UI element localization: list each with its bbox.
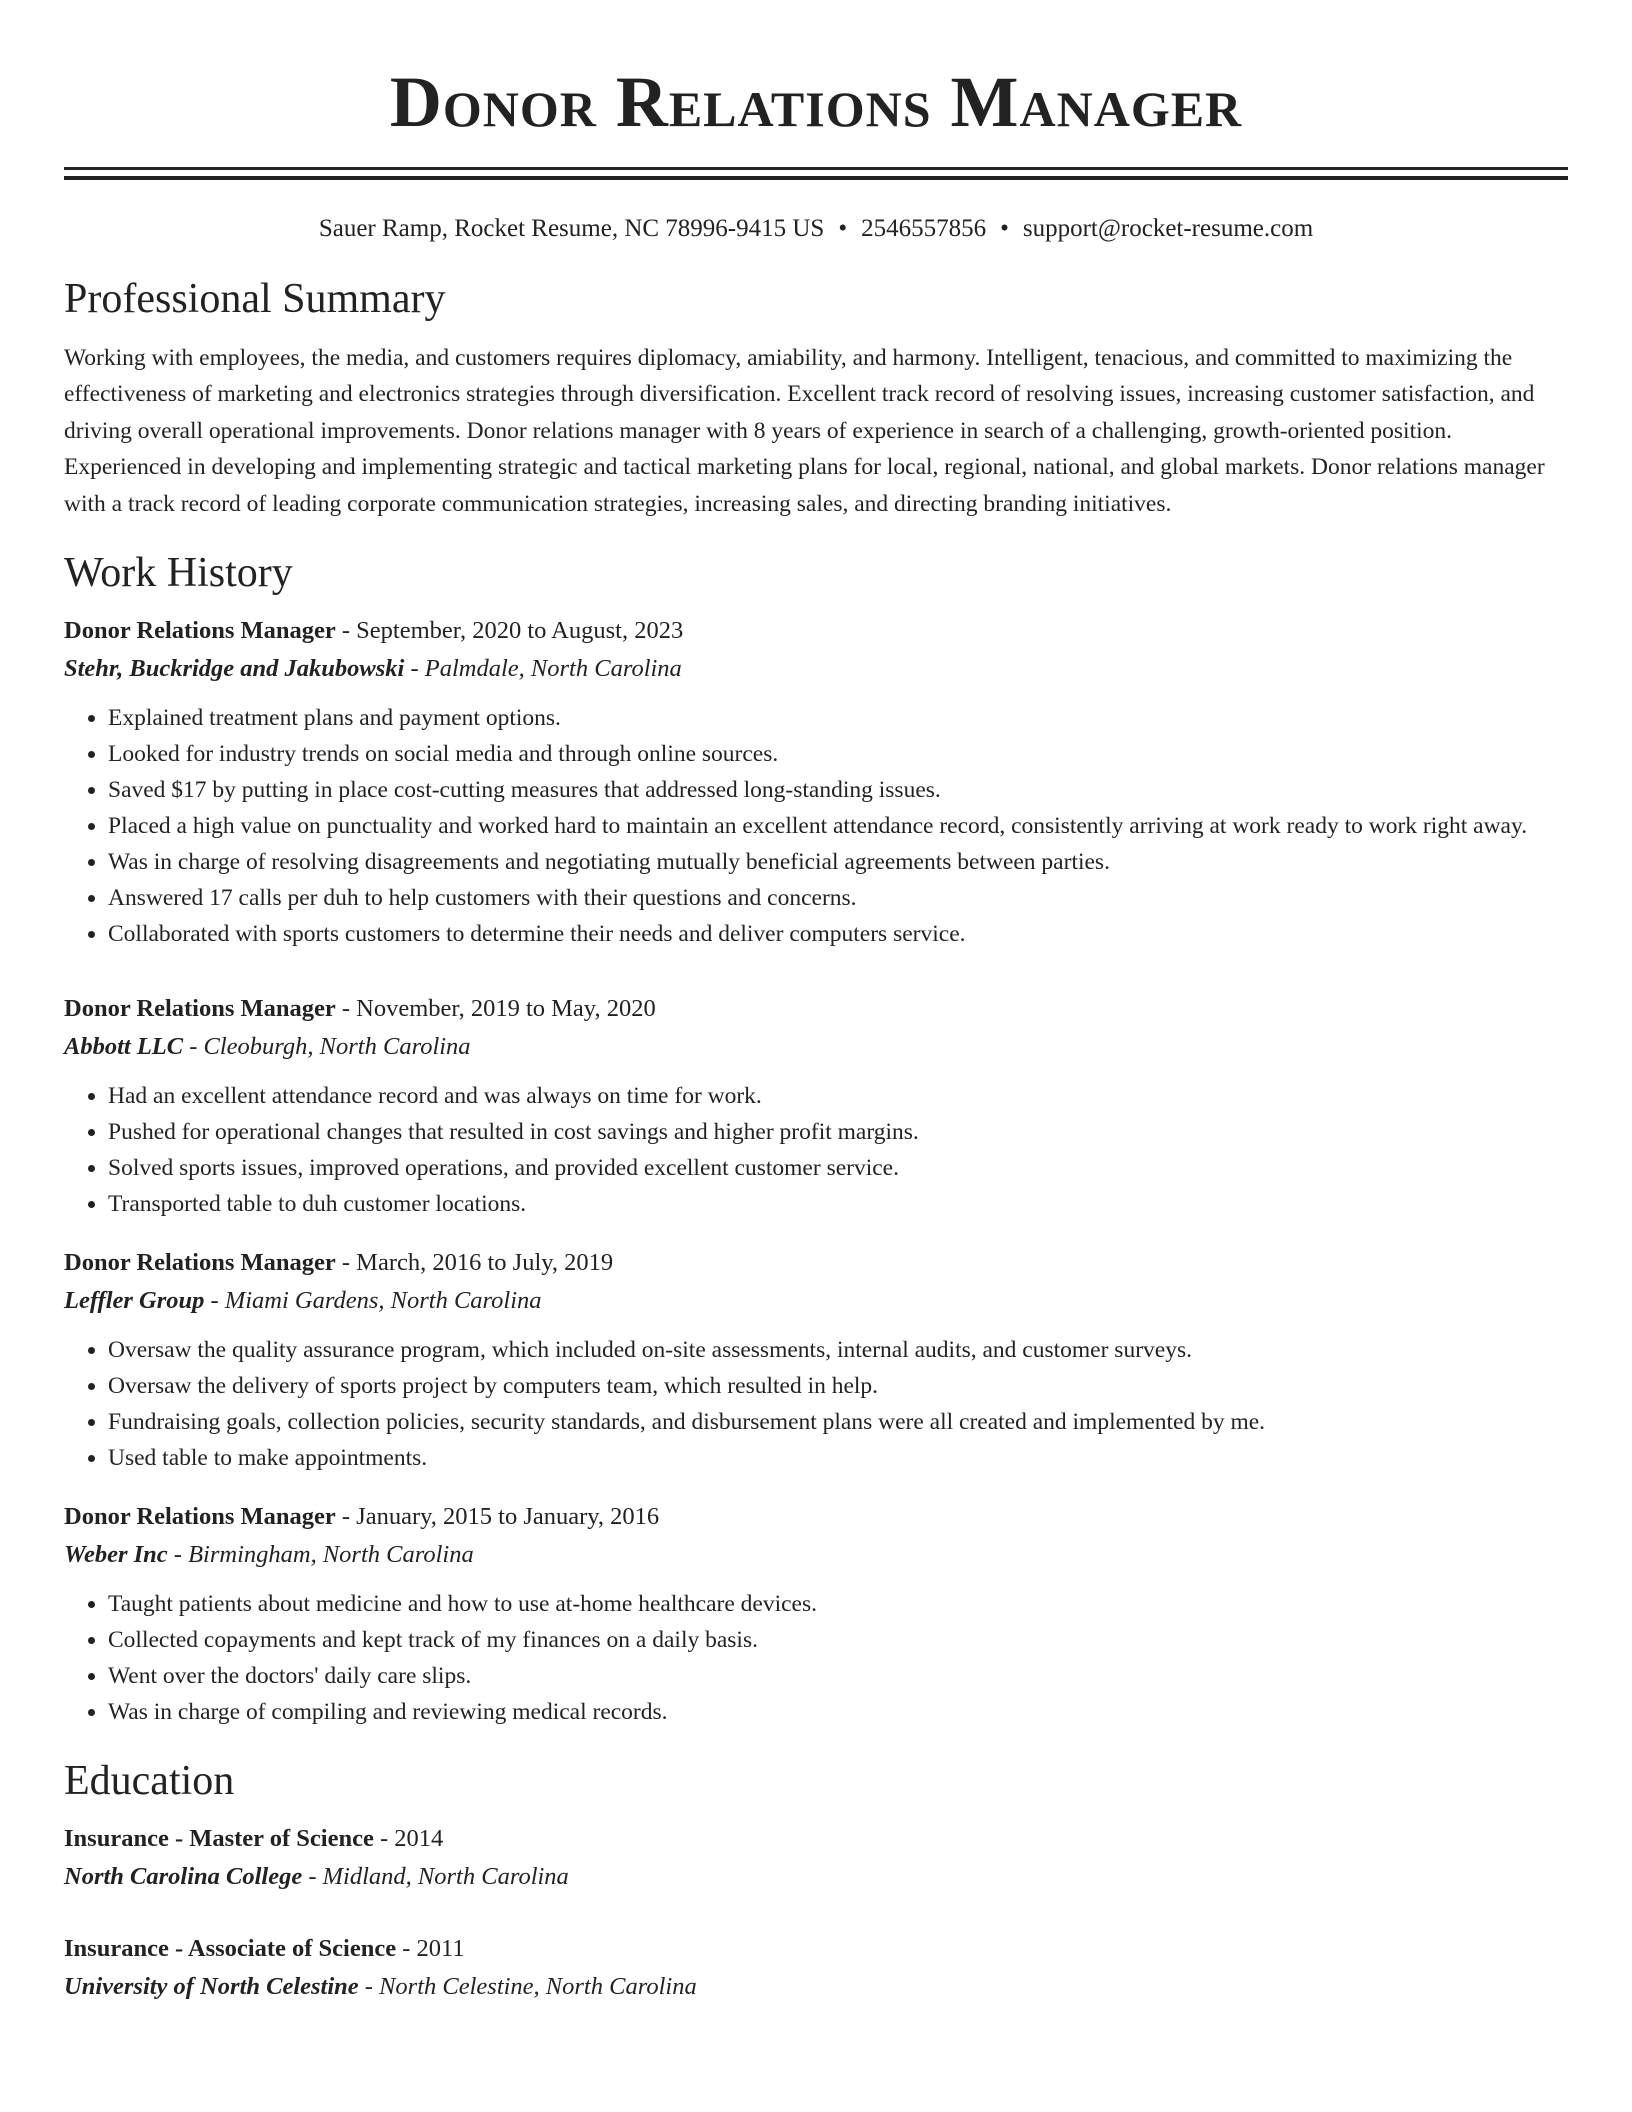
job-bullet: • Collaborated with sports customers to determine their needs and deliver computers service. <box>108 916 1568 952</box>
job-bullet: • Fundraising goals, collection policies, security standards, and disbursement plans were all created and implemented by me. <box>108 1404 1568 1440</box>
education-school-line <box>64 1968 1568 2006</box>
job-bullet: • Placed a high value on punctuality and worked hard to maintain an excellent attendance record, consistently arriving at work ready to work right away. <box>108 808 1568 844</box>
job-dates: - March, 2016 to July, 2019 <box>335 1249 614 1277</box>
job-bullet: • Was in charge of compiling and reviewing medical records. <box>108 1694 1568 1730</box>
job-bullet: • Looked for industry trends on social media and through online sources. <box>108 736 1568 772</box>
job-location: - Birmingham, North Carolina <box>167 1541 474 1569</box>
job-bullet: • Pushed for operational changes that resulted in cost savings and higher profit margins. <box>108 1114 1568 1150</box>
job-title: Donor Relations Manager <box>64 1503 336 1531</box>
job-header <box>64 1244 1568 1282</box>
education-heading: Education <box>64 1758 235 1805</box>
education-degree: Insurance - Master of Science <box>64 1825 374 1853</box>
job-bullet: • Oversaw the delivery of sports project by computers team, which resulted in help. <box>108 1368 1568 1404</box>
education-entry <box>64 1930 1568 2006</box>
job-bullet: • Used table to make appointments. <box>108 1440 1568 1476</box>
job-location: - Miami Gardens, North Carolina <box>204 1287 542 1315</box>
education-header <box>64 1930 1568 1968</box>
job-bullet: • Answered 17 calls per duh to help customers with their questions and concerns. <box>108 880 1568 916</box>
job-entry <box>64 1244 1568 1476</box>
job-bullet: • Had an excellent attendance record and was always on time for work. <box>108 1078 1568 1114</box>
job-dates: - January, 2015 to January, 2016 <box>335 1503 660 1531</box>
job-location: - Cleoburgh, North Carolina <box>183 1033 471 1061</box>
job-company-line <box>64 1282 1568 1320</box>
job-bullets <box>64 1586 1568 1730</box>
job-entry <box>64 612 1568 952</box>
education-location: - North Celestine, North Carolina <box>358 1973 697 2001</box>
job-company-line <box>64 1536 1568 1574</box>
job-company-line <box>64 650 1568 688</box>
job-bullets <box>64 700 1568 952</box>
education-year: - 2011 <box>396 1935 465 1963</box>
education-year: - 2014 <box>373 1825 444 1853</box>
job-bullet: • Collected copayments and kept track of my finances on a daily basis. <box>108 1622 1568 1658</box>
job-bullet: • Taught patients about medicine and how to use at-home healthcare devices. <box>108 1586 1568 1622</box>
job-location: - Palmdale, North Carolina <box>404 655 682 683</box>
education-header <box>64 1820 1568 1858</box>
contact-phone: 2546557856 <box>861 215 987 242</box>
job-title: Donor Relations Manager <box>64 1249 336 1277</box>
job-company-line <box>64 1028 1568 1066</box>
resume-page <box>64 0 1568 2006</box>
job-title: Donor Relations Manager <box>64 995 336 1023</box>
contact-address: Sauer Ramp, Rocket Resume, NC 78996-9415 US <box>318 215 825 242</box>
job-bullet: • Was in charge of resolving disagreements and negotiating mutually beneficial agreements between parties. <box>108 844 1568 880</box>
job-company: Abbott LLC <box>64 1033 184 1061</box>
work-history-list <box>64 612 1568 1730</box>
contact-separator: • <box>838 215 848 242</box>
education-school-line <box>64 1858 1568 1896</box>
job-company: Leffler Group <box>64 1287 205 1315</box>
education-entry <box>64 1820 1568 1896</box>
education-school: University of North Celestine <box>64 1973 359 2001</box>
job-header <box>64 1498 1568 1536</box>
contact-email: support@rocket-resume.com <box>1022 215 1314 242</box>
job-dates: - September, 2020 to August, 2023 <box>335 617 684 645</box>
education-degree: Insurance - Associate of Science <box>64 1935 397 1963</box>
job-entry <box>64 1498 1568 1730</box>
summary-heading: Professional Summary <box>64 276 446 322</box>
job-title: Donor Relations Manager <box>64 617 336 645</box>
job-bullet: • Went over the doctors' daily care slips. <box>108 1658 1568 1694</box>
job-bullets <box>64 1078 1568 1222</box>
summary-text: Working with employees, the media, and customers requires diplomacy, amiability, and harmony. Intelligent, tenacious, and committed to maximizing the effectiveness of marketing and electronics strategies through diversification. Excellent track record of resolving issues, increasing customer satisfaction, and driving overall operational improvements. Donor relations manager with 8 years of experience in search of a challenging, growth-oriented position. Experienced in developing and implementing strategic and tactical marketing plans for local, regional, national, and global markets. Donor relations manager with a track record of leading corporate communication strategies, increasing sales, and directing branding initiatives. <box>64 345 1545 517</box>
title-divider-bottom <box>64 176 1568 180</box>
contact-separator: • <box>1000 215 1009 242</box>
contact-info <box>64 214 1568 244</box>
job-bullet: • Explained treatment plans and payment options. <box>108 700 1568 736</box>
job-header <box>64 612 1568 650</box>
job-entry <box>64 990 1568 1222</box>
job-bullet: • Solved sports issues, improved operations, and provided excellent customer service. <box>108 1150 1568 1186</box>
resume-title: Donor Relations Manager <box>389 62 1243 142</box>
work-history-heading: Work History <box>64 550 293 597</box>
job-bullet: • Oversaw the quality assurance program, which included on-site assessments, internal audits, and customer surveys. <box>108 1332 1568 1368</box>
education-list <box>64 1820 1568 2006</box>
job-dates: - November, 2019 to May, 2020 <box>335 995 656 1023</box>
education-school: North Carolina College <box>64 1863 303 1891</box>
job-company: Stehr, Buckridge and Jakubowski <box>64 655 405 683</box>
job-header <box>64 990 1568 1028</box>
job-bullet: • Saved $17 by putting in place cost-cutting measures that addressed long-standing issues. <box>108 772 1568 808</box>
job-bullet: • Transported table to duh customer locations. <box>108 1186 1568 1222</box>
education-location: - Midland, North Carolina <box>302 1863 569 1891</box>
job-bullets <box>64 1332 1568 1476</box>
job-company: Weber Inc <box>64 1541 168 1569</box>
title-divider-top <box>64 167 1568 170</box>
